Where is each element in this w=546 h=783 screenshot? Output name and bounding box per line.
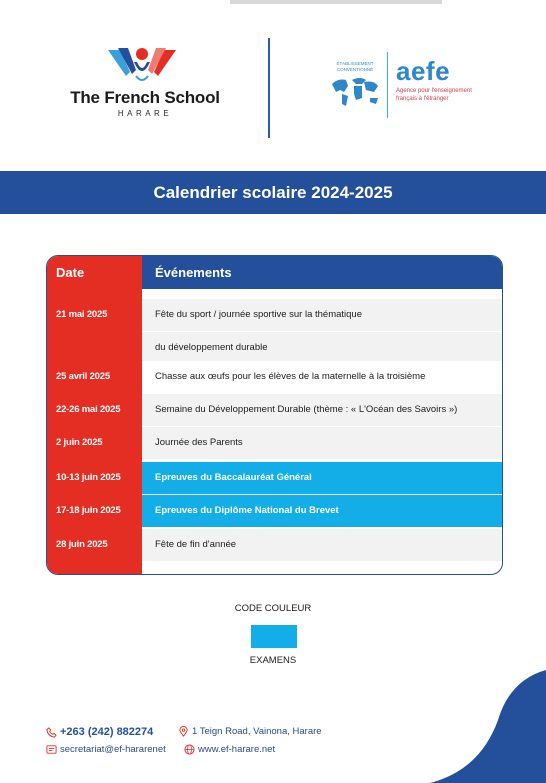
table-row: [47, 462, 502, 494]
title-banner: [0, 171, 546, 214]
aefe-subtitle: Agence pour l'enseignement français à l'étranger: [396, 88, 472, 102]
header-events: Événements: [155, 265, 232, 280]
header-date: Date: [56, 265, 85, 280]
row-event: Epreuves du Diplôme National du Brevet: [142, 495, 502, 527]
row-date: 21 mai 2025: [56, 309, 108, 320]
row-event: Fête de fin d'année: [142, 529, 502, 561]
website-url: www.ef-harare.net: [198, 744, 276, 755]
email-icon: [46, 744, 57, 755]
row-date: 25 avril 2025: [56, 371, 110, 382]
row-date: 28 juin 2025: [56, 539, 108, 550]
email-address: secretariat@ef-hararenet: [60, 744, 166, 755]
french-school-emblem-icon: [106, 46, 178, 84]
aefe-separator: [387, 52, 388, 118]
row-event: du développement durable: [142, 332, 502, 364]
row-event: Fête du sport / journée sportive sur la thématique: [142, 299, 502, 331]
globe-icon: [184, 744, 195, 755]
row-date: 2 juin 2025: [56, 437, 103, 448]
aefe-logo: [330, 50, 480, 130]
header-divider: [268, 38, 270, 138]
row-event: Epreuves du Baccalauréat Général: [142, 462, 502, 494]
legend-exam-swatch: [251, 625, 297, 648]
aefe-wordmark: aefe: [396, 56, 451, 86]
table-row: [47, 299, 502, 331]
school-city: HARARE: [117, 109, 173, 118]
legend-title: CODE COULEUR: [234, 603, 312, 614]
row-date: 17-18 juin 2025: [56, 505, 121, 516]
table-row: [47, 427, 502, 459]
world-map-icon: [330, 74, 380, 110]
contact-phone[interactable]: [46, 726, 153, 738]
row-event: Semaine du Développement Durable (thème : « L'Océan des Savoirs »): [142, 394, 502, 426]
location-pin-icon: [178, 726, 189, 737]
contact-website[interactable]: [184, 744, 275, 755]
footer-wave-decoration: [330, 660, 546, 783]
phone-icon: [46, 727, 57, 738]
school-name: The French School: [70, 88, 220, 107]
table-row: [47, 529, 502, 561]
page-title: Calendrier scolaire 2024-2025: [153, 182, 393, 202]
table-row: [47, 361, 502, 393]
table-row: [47, 332, 502, 364]
aefe-tagline: ÉTABLISSEMENT CONVENTIONNÉ: [336, 61, 374, 72]
table-row: [47, 495, 502, 527]
row-date: 22-26 mai 2025: [56, 404, 121, 415]
calendar-table: [46, 255, 503, 575]
top-edge-bar: [230, 0, 442, 4]
legend-exam-label: EXAMENS: [249, 655, 297, 666]
row-event: Journée des Parents: [142, 427, 502, 459]
contact-email[interactable]: [46, 744, 166, 755]
address-text: 1 Teign Road, Vainona, Harare: [192, 726, 322, 737]
french-school-logo: [60, 46, 230, 120]
contact-address: [178, 726, 322, 737]
phone-number: +263 (242) 882274: [60, 726, 154, 738]
row-date: 10-13 juin 2025: [56, 472, 121, 483]
row-event: Chasse aux œufs pour les élèves de la maternelle à la troisième: [142, 361, 502, 393]
table-row: [47, 394, 502, 426]
